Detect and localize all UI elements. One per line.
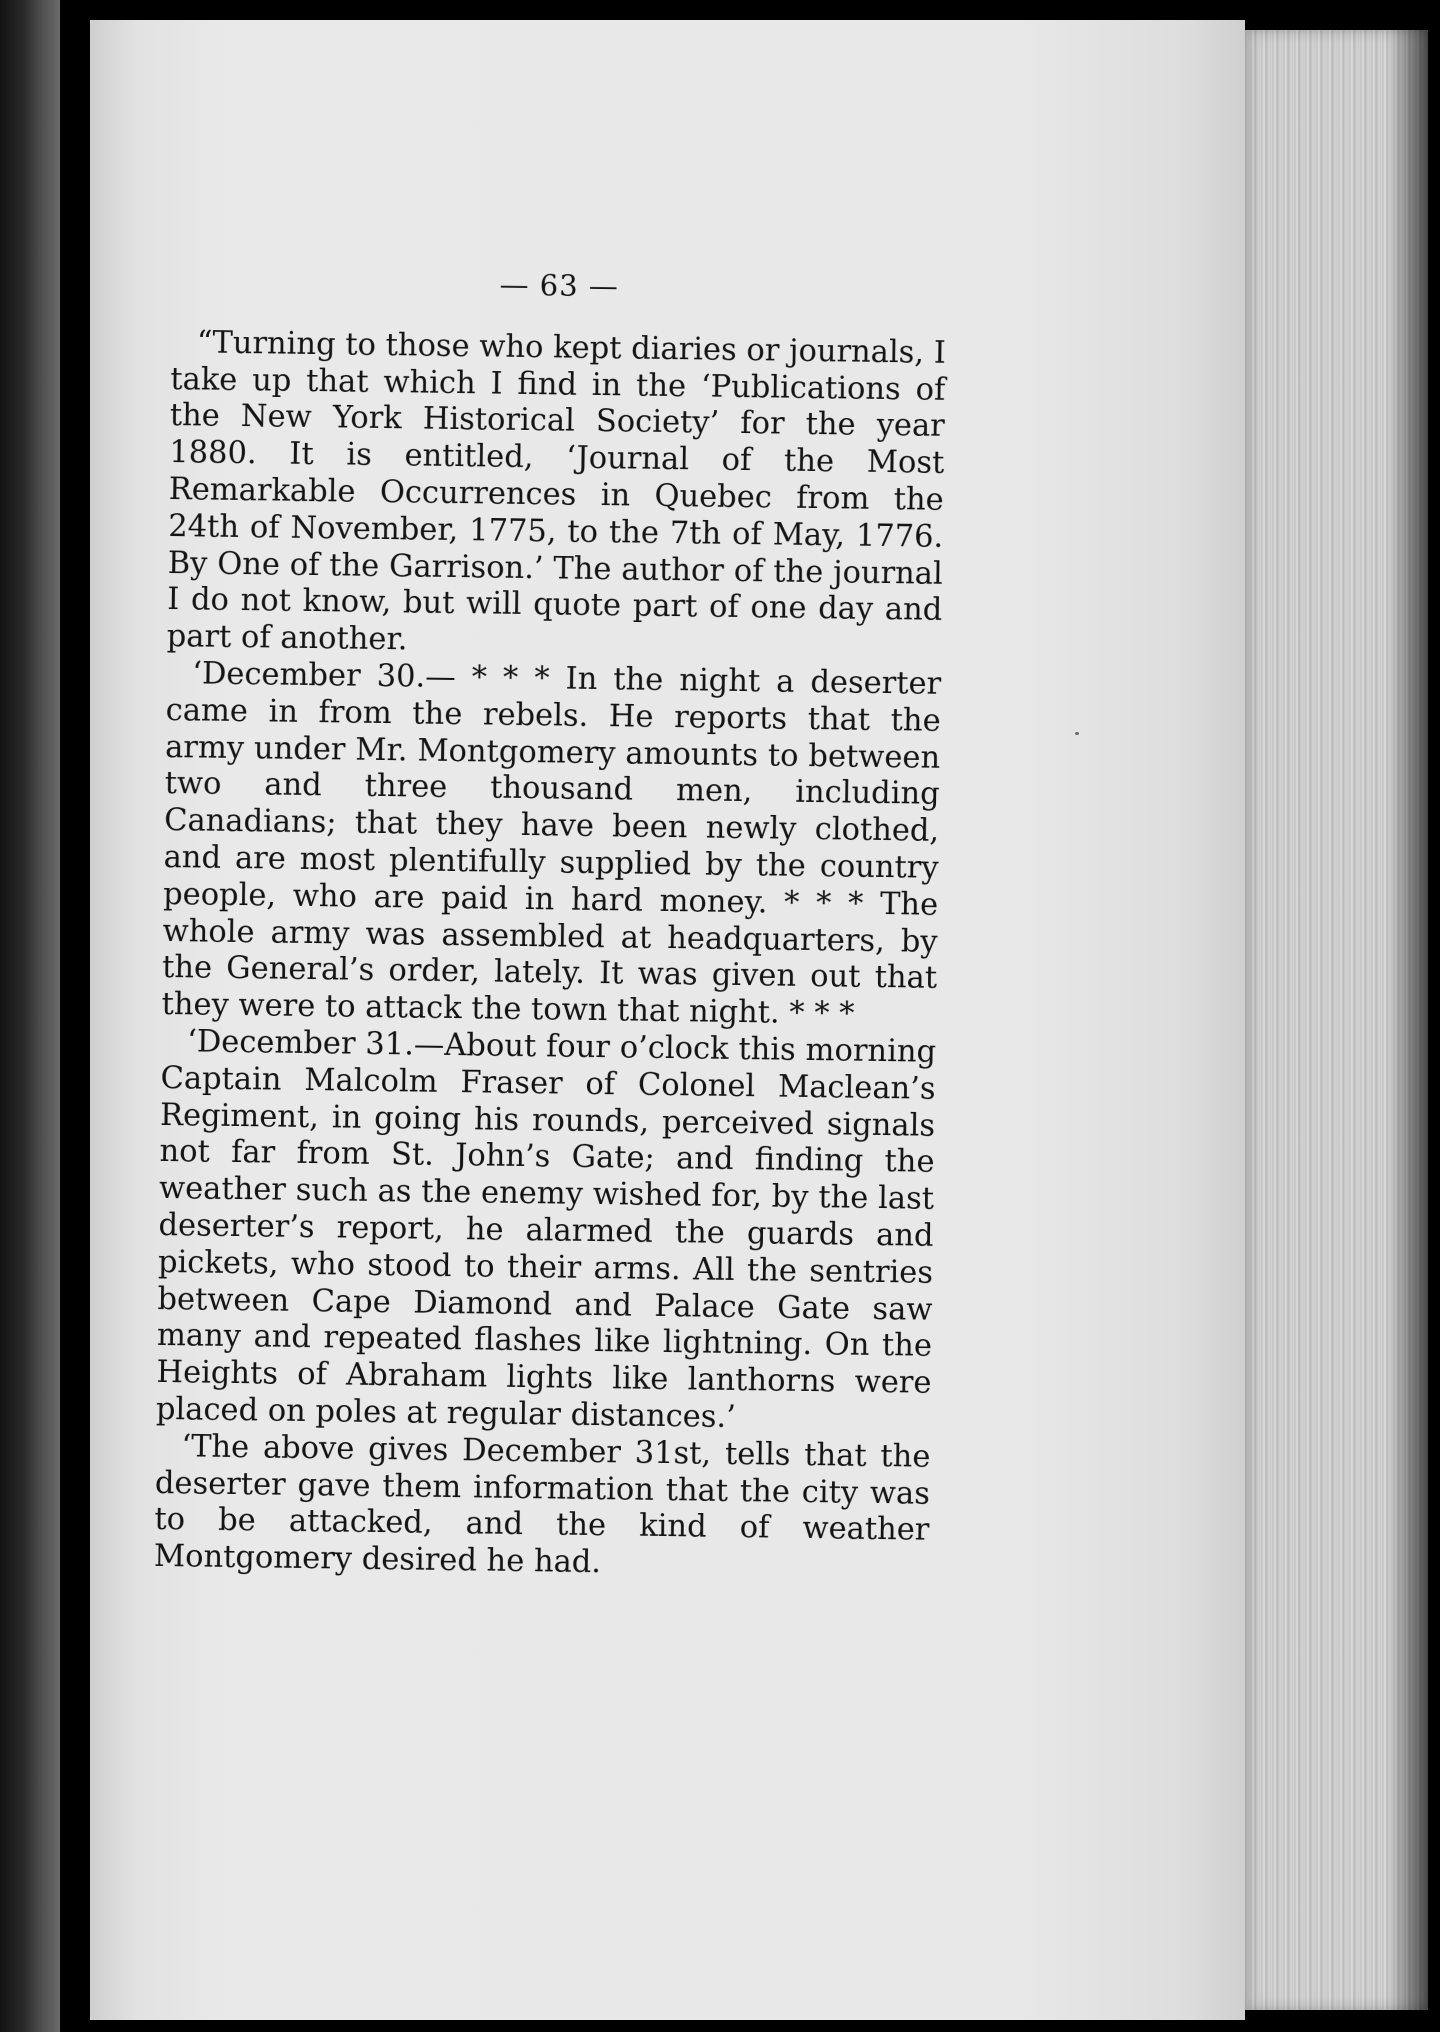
dust-speck: [1075, 732, 1079, 735]
page-stack-edge: [1238, 30, 1428, 2010]
paragraph-conclusion: ‘The above gives December 31st, tells that the deserter gave them information that the city was to be attacked, and the kind of weather Montgomery desired he had.: [153, 1428, 931, 1581]
left-page-edge: [0, 0, 60, 2032]
paragraph-december-31: ‘December 31.—About four o’clock this morning Captain Malcolm Fraser of Colonel Maclean’s Regiment, in going his rounds, perceived signals not far from St. John’s Gate; and finding the weather such as the enemy wished for, by the last deserter’s report, he alarmed the guards and pickets, who stood to their arms. All the sentries between Cape Diamond and Palace Gate saw many and repeated flashes like lightning. On the Heights of Abraham lights like lanthorns were placed on poles at regular distances.’: [155, 1024, 937, 1435]
paragraph-intro: “Turning to those who kept diaries or journals, I take up that which I find in the ‘Publications of the New York Historical Society’ for the year 1880. It is entitled, ‘Journal of the Most Remarkable Occurrences in Quebec from the 24th of November, 1775, to the 7th of May, 1776. By One of the Garrison.’ The author of the journal I do not know, but will quote part of one day and part of another.: [166, 325, 947, 658]
paragraph-december-30: ‘December 30.— * * * In the night a deserter came in from the rebels. He reports that the army under Mr. Montgomery amounts to between two and three thousand men, including Canadians; that they have been newly clothed, and are most plentifully supplied by the country people, who are paid in hard money. * * * The whole army was assembled at headquarters, by the General’s order, lately. It was given out that they were to attack the town that night. * * *: [161, 656, 942, 1032]
page-text: [154, 262, 947, 1587]
page-number: — 63 —: [499, 267, 620, 304]
